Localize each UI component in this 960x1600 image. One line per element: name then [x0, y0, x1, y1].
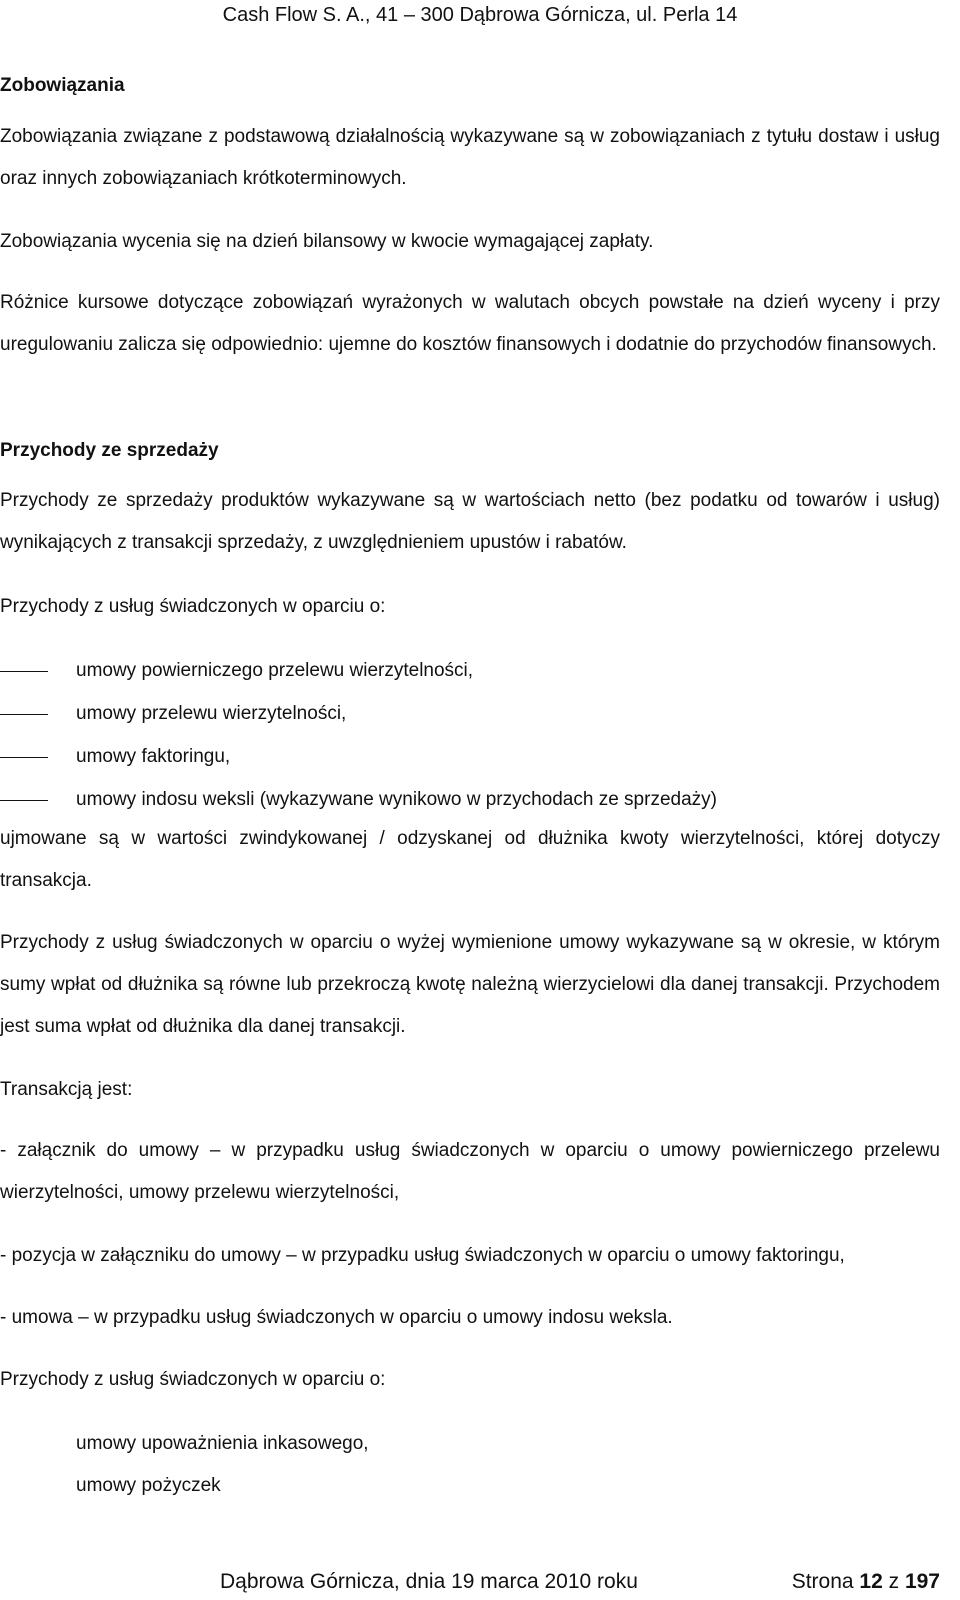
list-dash [0, 757, 48, 758]
footer-date: Dąbrowa Górnicza, dnia 19 marca 2010 roku [220, 1570, 638, 1593]
paragraph-transakcja-intro: Transakcją jest: [0, 1079, 133, 1100]
paragraph-transakcja-2: - pozycja w załączniku do umowy – w przypadku usług świadczonych w oparciu o umowy faktoringu, [0, 1245, 845, 1266]
list-item: umowy powierniczego przelewu wierzytelności, [76, 660, 474, 681]
list-dash [0, 800, 48, 801]
list-item: umowy pożyczek [76, 1475, 221, 1496]
list-item: umowy indosu weksli (wykazywane wynikowo w przychodach ze sprzedaży) [76, 789, 717, 810]
section-heading-przychody: Przychody ze sprzedaży [0, 440, 219, 461]
paragraph-przychody-3: Przychody z usług świadczonych w oparciu o wyżej wymienione umowy wykazywane są w okresie, w którym sumy wpłat od dłużnika są równe lub przekroczą kwotę należną wierzycielowi dla danej transakcji. Przychodem jest suma wpłat od dłużnika dla danej transakcji. [0, 932, 940, 1037]
paragraph-przychody-intro-2: Przychody z usług świadczonych w oparciu o: [0, 1369, 386, 1390]
paragraph-transakcja-1: - załącznik do umowy – w przypadku usług świadczonych w oparciu o umowy powierniczego przelewu wierzytelności, umowy przelewu wierzytelności, [0, 1140, 940, 1203]
paragraph-zobowiazania-1: Zobowiązania związane z podstawową działalnością wykazywane są w zobowiązaniach z tytułu dostaw i usług oraz innych zobowiązaniach krótkoterminowych. [0, 126, 940, 189]
list-item: umowy upoważnienia inkasowego, [76, 1433, 369, 1454]
list-dash [0, 671, 48, 672]
paragraph-zobowiazania-3: Różnice kursowe dotyczące zobowiązań wyrażonych w walutach obcych powstałe na dzień wyceny i przy uregulowaniu zalicza się odpowiednio: ujemne do kosztów finansowych i dodatnie do przychodów finansowych. [0, 292, 940, 355]
list-item: umowy przelewu wierzytelności, [76, 703, 347, 724]
paragraph-zobowiazania-2: Zobowiązania wycenia się na dzień bilansowy w kwocie wymagającej zapłaty. [0, 231, 654, 252]
page-total: 197 [904, 1570, 940, 1593]
page-label: Strona [791, 1570, 854, 1593]
list-item: umowy faktoringu, [76, 746, 231, 767]
page-current: 12 [859, 1570, 883, 1593]
paragraph-przychody-1: Przychody ze sprzedaży produktów wykazywane są w wartościach netto (bez podatku od towarów i usług) wynikających z transakcji sprzedaży, z uwzględnieniem upustów i rabatów. [0, 490, 940, 553]
page-of: z [888, 1570, 900, 1593]
page-header: Cash Flow S. A., 41 – 300 Dąbrowa Górnicza, ul. Perla 14 [222, 4, 738, 26]
list-dash [0, 714, 48, 715]
paragraph-transakcja-3: - umowa – w przypadku usług świadczonych w oparciu o umowy indosu weksla. [0, 1307, 673, 1328]
paragraph-przychody-2: ujmowane są w wartości zwindykowanej / odzyskanej od dłużnika kwoty wierzytelności, której dotyczy transakcja. [0, 828, 940, 891]
paragraph-przychody-intro-1: Przychody z usług świadczonych w oparciu o: [0, 596, 386, 617]
section-heading-zobowiazania: Zobowiązania [0, 75, 125, 96]
page-number [792, 1568, 940, 1596]
